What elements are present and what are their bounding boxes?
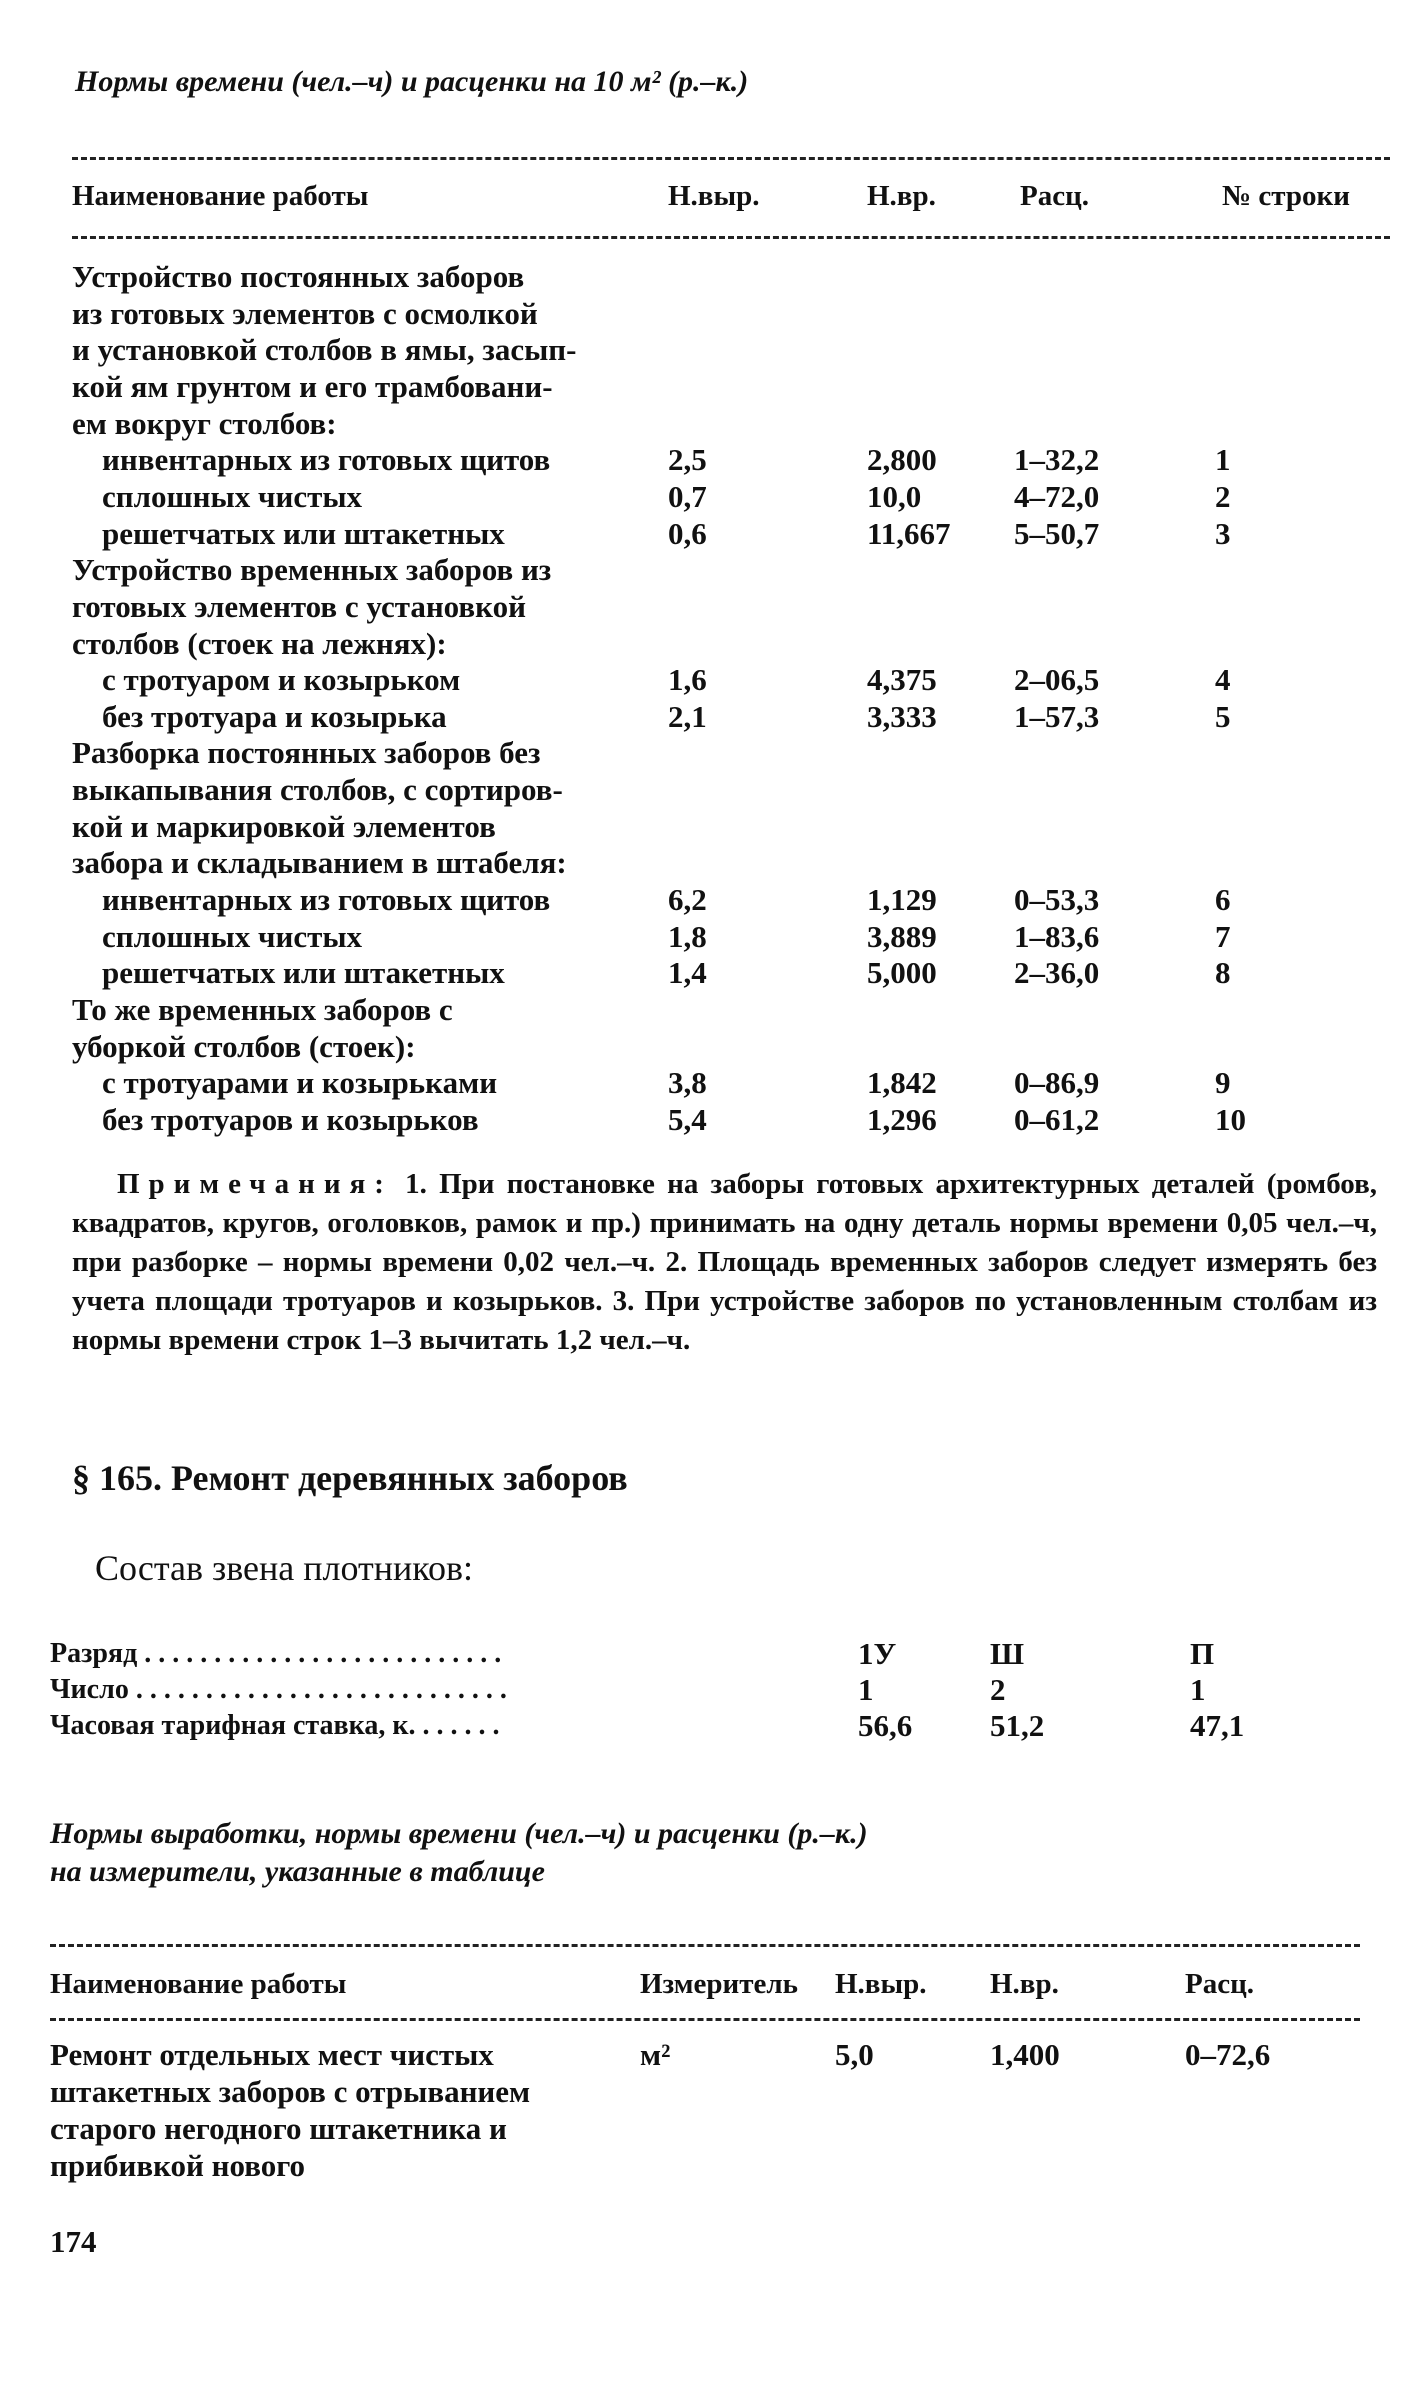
nvyr-value: 2,1 (668, 698, 707, 734)
rasc-value: 0–53,3 (1014, 882, 1100, 918)
nvr-value: 1,296 (867, 1101, 937, 1137)
nvr-value: 10,0 (867, 478, 922, 514)
section-title: § 165. Ремонт деревянных заборов (72, 1458, 628, 1498)
table2-title-line2: на измерители, указанные в таблице (50, 1855, 545, 1888)
work-name: Разборка постоянных заборов без (72, 735, 541, 771)
nvr-value: 4,375 (867, 662, 937, 698)
work-name: сплошных чистых (102, 478, 363, 514)
t2-rasc: 0–72,6 (1185, 2037, 1271, 2072)
work-name: с тротуаром и козырьком (102, 662, 461, 698)
crew-row-label: Часовая тарифная ставка, к. . . . . . . (50, 1710, 500, 1741)
nvyr-value: 6,2 (668, 882, 707, 918)
t2-work-line: старого негодного штакетника и (50, 2111, 507, 2146)
t2-work-line: прибивкой нового (50, 2148, 306, 2183)
work-name: уборкой столбов (стоек): (72, 1028, 416, 1064)
crew-value: 1 (1190, 1672, 1206, 1707)
t2-nvr: 1,400 (990, 2037, 1060, 2072)
work-name: забора и складыванием в штабеля: (72, 845, 567, 881)
crew-value: 51,2 (990, 1708, 1045, 1743)
work-name: сплошных чистых (102, 918, 363, 954)
work-name: кой и маркировкой элементов (72, 808, 496, 844)
nvyr-value: 1,4 (668, 955, 707, 991)
t2-unit: м² (640, 2037, 671, 2072)
crew-value: 56,6 (858, 1708, 913, 1743)
work-name: Устройство временных заборов из (72, 552, 552, 588)
header-rasc: Расц. (1020, 180, 1090, 212)
row-number: 5 (1215, 698, 1231, 734)
notes (72, 1165, 1377, 1360)
t2-header-unit: Измеритель (640, 1968, 798, 2000)
nvr-value: 5,000 (867, 955, 937, 991)
row-number: 7 (1215, 918, 1231, 954)
t2-header-rasc: Расц. (1185, 1968, 1255, 2000)
header-row-number: № строки (1222, 180, 1350, 212)
rasc-value: 5–50,7 (1014, 515, 1100, 551)
header-nvyr: Н.выр. (668, 180, 760, 212)
nvr-value: 1,842 (867, 1065, 937, 1101)
t2-work-line: Ремонт отдельных мест чистых (50, 2037, 494, 2072)
nvr-value: 11,667 (867, 515, 951, 551)
nvyr-value: 1,6 (668, 662, 707, 698)
nvyr-value: 0,7 (668, 478, 707, 514)
work-name: инвентарных из готовых щитов (102, 882, 551, 918)
rasc-value: 4–72,0 (1014, 478, 1100, 514)
row-number: 9 (1215, 1065, 1231, 1101)
work-name: готовых элементов с установкой (72, 588, 526, 624)
work-name: кой ям грунтом и его трамбовани- (72, 368, 553, 404)
table2-title-line1: Нормы выработки, нормы времени (чел.–ч) и расценки (р.–к.) (50, 1817, 868, 1850)
nvyr-value: 5,4 (668, 1101, 707, 1137)
crew-row-label: Разряд . . . . . . . . . . . . . . . . . . . . . . . . . . (50, 1638, 502, 1669)
row-number: 8 (1215, 955, 1231, 991)
work-name: без тротуаров и козырьков (102, 1101, 479, 1137)
crew-value: 1 (858, 1672, 874, 1707)
nvyr-value: 0,6 (668, 515, 707, 551)
t2-header-nvyr: Н.выр. (835, 1968, 927, 2000)
t2-nvyr: 5,0 (835, 2037, 874, 2072)
crew-value: П (1190, 1636, 1215, 1671)
work-name: и установкой столбов в ямы, засып- (72, 332, 577, 368)
t2-work-line: штакетных заборов с отрыванием (50, 2074, 531, 2109)
nvr-value: 2,800 (867, 442, 937, 478)
divider (50, 1944, 1360, 1947)
work-name: Устройство постоянных заборов (72, 259, 525, 294)
page-number: 174 (50, 2224, 97, 2259)
nvr-value: 3,889 (867, 918, 937, 954)
row-number: 10 (1215, 1101, 1246, 1137)
rasc-value: 0–61,2 (1014, 1101, 1100, 1137)
work-name: выкапывания столбов, с сортиров- (72, 772, 563, 808)
row-number: 1 (1215, 442, 1231, 478)
work-name: решетчатых или штакетных (102, 515, 505, 551)
rasc-value: 0–86,9 (1014, 1065, 1100, 1101)
row-number: 4 (1215, 662, 1231, 698)
nvyr-value: 1,8 (668, 918, 707, 954)
rasc-value: 1–32,2 (1014, 442, 1100, 478)
nvyr-value: 3,8 (668, 1065, 707, 1101)
row-number: 3 (1215, 515, 1231, 551)
nvr-value: 1,129 (867, 882, 937, 918)
header-name: Наименование работы (72, 180, 369, 212)
notes-text: 1. При постановке на заборы готовых архитектурных деталей (ромбов, квадратов, кругов, оголовков, рамок и пр.) принимать на одну деталь нормы времени 0,05 чел.–ч, при разборке – нормы времени 0,02 чел.–ч. 2. Площадь временных заборов следует измерять без учета площади тротуаров и козырьков. 3. При устройстве заборов по установленным столбам из нормы времени строк 1–3 вычитать 1,2 чел.–ч. (72, 1168, 1377, 1356)
work-name: инвентарных из готовых щитов (102, 442, 551, 478)
divider (50, 2018, 1360, 2021)
rasc-value: 1–57,3 (1014, 698, 1100, 734)
divider (72, 236, 1390, 239)
crew-value: 2 (990, 1672, 1006, 1707)
notes-label: Примечания: (117, 1168, 393, 1200)
work-name: То же временных заборов с (72, 992, 453, 1027)
header-nvr: Н.вр. (867, 180, 936, 212)
row-number: 6 (1215, 882, 1231, 918)
t2-header-name: Наименование работы (50, 1968, 347, 2000)
rasc-value: 1–83,6 (1014, 918, 1100, 954)
nvr-value: 3,333 (867, 698, 937, 734)
work-name: столбов (стоек на лежнях): (72, 625, 447, 661)
work-name: решетчатых или штакетных (102, 955, 505, 991)
divider (72, 157, 1390, 160)
t2-header-nvr: Н.вр. (990, 1968, 1059, 2000)
rasc-value: 2–06,5 (1014, 662, 1100, 698)
rasc-value: 2–36,0 (1014, 955, 1100, 991)
crew-title: Состав звена плотников: (95, 1548, 473, 1588)
nvyr-value: 2,5 (668, 442, 707, 478)
work-name: из готовых элементов с осмолкой (72, 295, 538, 331)
crew-value: Ш (990, 1636, 1025, 1671)
crew-value: 47,1 (1190, 1708, 1245, 1743)
work-name: ем вокруг столбов: (72, 405, 337, 441)
table1-title: Нормы времени (чел.–ч) и расценки на 10 м² (р.–к.) (75, 65, 749, 98)
work-name: с тротуарами и козырьками (102, 1065, 498, 1101)
row-number: 2 (1215, 478, 1231, 514)
work-name: без тротуара и козырька (102, 698, 447, 734)
crew-value: 1У (858, 1636, 897, 1671)
crew-row-label: Число . . . . . . . . . . . . . . . . . . . . . . . . . . . (50, 1674, 507, 1705)
